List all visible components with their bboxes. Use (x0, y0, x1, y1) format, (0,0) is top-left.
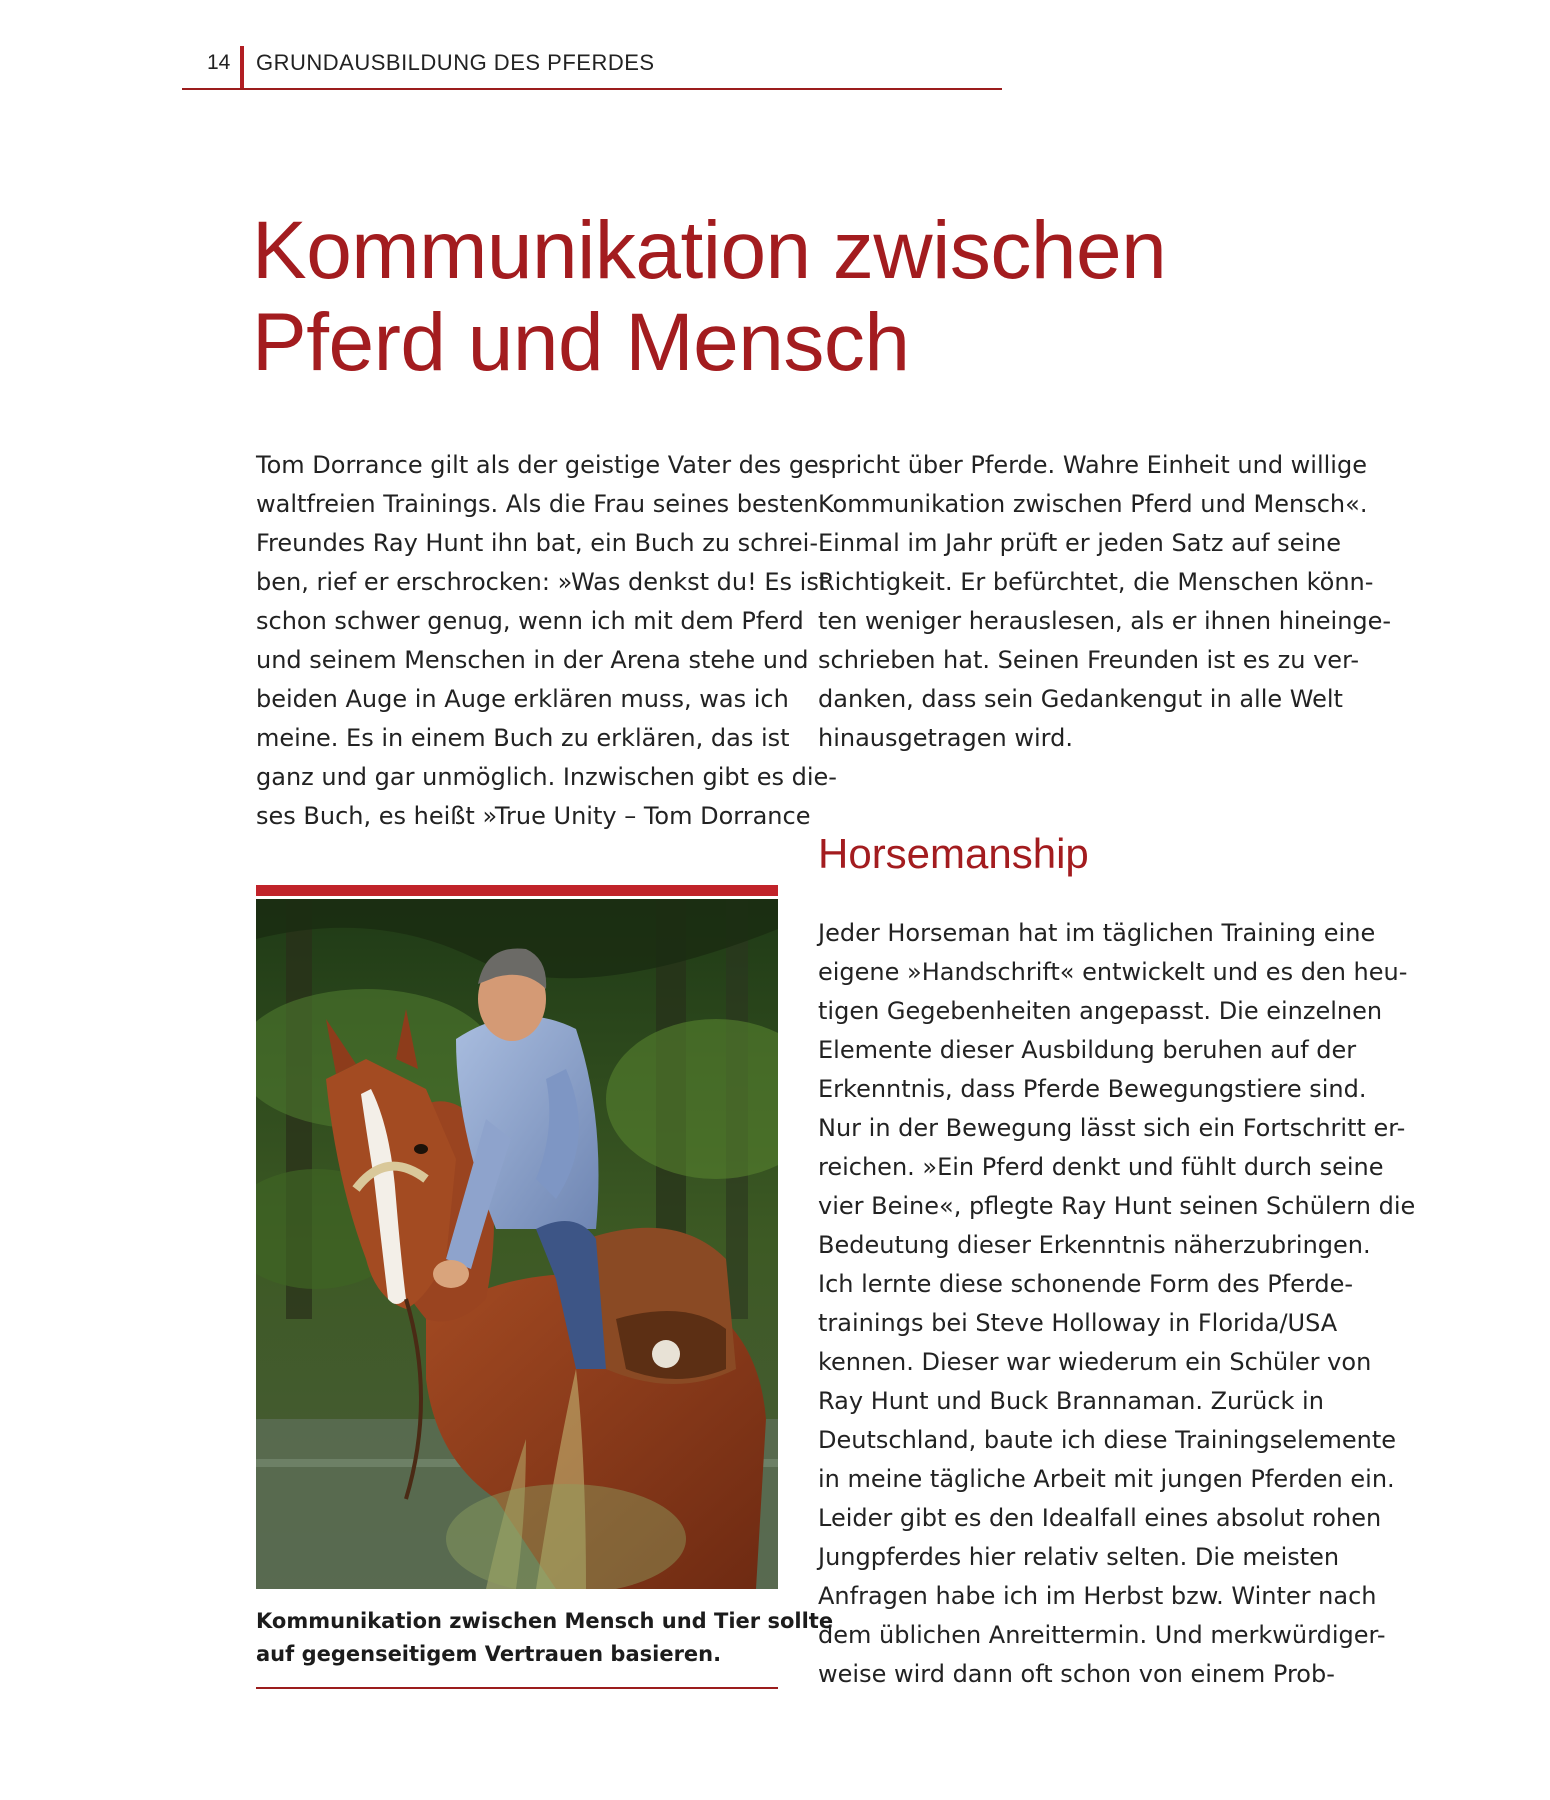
text-line: spricht über Pferde. Wahre Einheit und willige (818, 451, 1367, 479)
text-line: schrieben hat. Seinen Freunden ist es zu ver- (818, 646, 1360, 674)
paragraph-horsemanship (818, 914, 1416, 1694)
text-line: ben, rief er erschrocken: »Was denkst du! Es ist (256, 568, 829, 596)
text-line: Kommunikation zwischen Pferd und Mensch«. (818, 490, 1368, 518)
text-line: tigen Gegebenheiten angepasst. Die einzelnen (818, 997, 1383, 1025)
text-line: Richtigkeit. Er befürchtet, die Menschen könn- (818, 568, 1374, 596)
text-line: ganz und gar unmöglich. Inzwischen gibt es die- (256, 763, 837, 791)
left-column-text (256, 446, 837, 836)
page-title (252, 205, 1166, 389)
caption-line-2: auf gegenseitigem Vertrauen basieren. (256, 1642, 722, 1666)
header-accent-bar (240, 46, 244, 90)
page-number: 14 (207, 51, 231, 74)
right-column-text-top (818, 446, 1392, 758)
text-line: danken, dass sein Gedankengut in alle Welt (818, 685, 1343, 713)
paragraph-continuation (818, 446, 1392, 758)
text-line: Leider gibt es den Idealfall eines absolut rohen (818, 1504, 1382, 1532)
text-line: in meine tägliche Arbeit mit jungen Pferden ein. (818, 1465, 1395, 1493)
text-line: Deutschland, baute ich diese Trainingselemente (818, 1426, 1397, 1454)
text-line: Elemente dieser Ausbildung beruhen auf der (818, 1036, 1357, 1064)
text-line: vier Beine«, pflegte Ray Hunt seinen Schülern die (818, 1192, 1416, 1220)
text-line: Ich lernte diese schonende Form des Pferde- (818, 1270, 1353, 1298)
page-title-line-2: Pferd und Mensch (252, 297, 910, 388)
paragraph-intro (256, 446, 837, 836)
text-line: Ray Hunt und Buck Brannaman. Zurück in (818, 1387, 1324, 1415)
subheading-horsemanship: Horsemanship (818, 830, 1089, 877)
header-rule (182, 88, 1002, 90)
text-line: ten weniger herauslesen, als er ihnen hineinge- (818, 607, 1392, 635)
text-line: Jeder Horseman hat im täglichen Training eine (818, 919, 1376, 947)
text-line: Anfragen habe ich im Herbst bzw. Winter nach (818, 1582, 1377, 1610)
text-line: Bedeutung dieser Erkenntnis näherzubringen. (818, 1231, 1371, 1259)
text-line: Tom Dorrance gilt als der geistige Vater des ge- (256, 451, 828, 479)
caption-line-1: Kommunikation zwischen Mensch und Tier sollte (256, 1609, 834, 1633)
text-line: kennen. Dieser war wiederum ein Schüler von (818, 1348, 1372, 1376)
caption-rule (256, 1687, 778, 1689)
text-line: ses Buch, es heißt »True Unity – Tom Dorrance (256, 802, 811, 830)
photo-accent-bar (256, 885, 778, 896)
text-line: Erkenntnis, dass Pferde Bewegungstiere sind. (818, 1075, 1367, 1103)
text-line: reichen. »Ein Pferd denkt und fühlt durch seine (818, 1153, 1384, 1181)
text-line: trainings bei Steve Holloway in Florida/USA (818, 1309, 1338, 1337)
text-line: und seinem Menschen in der Arena stehe und (256, 646, 809, 674)
text-line: schon schwer genug, wenn ich mit dem Pferd (256, 607, 804, 635)
running-head (182, 38, 1002, 90)
text-line: Nur in der Bewegung lässt sich ein Fortschritt er- (818, 1114, 1406, 1142)
text-line: meine. Es in einem Buch zu erklären, das ist (256, 724, 790, 752)
text-line: dem üblichen Anreittermin. Und merkwürdiger- (818, 1621, 1386, 1649)
page-title-line-1: Kommunikation zwischen (252, 205, 1167, 296)
text-line: eigene »Handschrift« entwickelt und es den heu- (818, 958, 1408, 986)
text-line: Jungpferdes hier relativ selten. Die meisten (818, 1543, 1340, 1571)
text-line: hinausgetragen wird. (818, 724, 1073, 752)
section-title: GRUNDAUSBILDUNG DES PFERDES (256, 50, 655, 75)
photo-caption (256, 1605, 834, 1671)
text-line: weise wird dann oft schon von einem Prob- (818, 1660, 1335, 1688)
text-line: Freundes Ray Hunt ihn bat, ein Buch zu schrei- (256, 529, 819, 557)
text-line: beiden Auge in Auge erklären muss, was ich (256, 685, 789, 713)
text-line: Einmal im Jahr prüft er jeden Satz auf seine (818, 529, 1341, 557)
horse-rider-photo (256, 899, 778, 1589)
text-line: waltfreien Trainings. Als die Frau seines besten (256, 490, 819, 518)
right-column-text-bottom (818, 914, 1416, 1694)
